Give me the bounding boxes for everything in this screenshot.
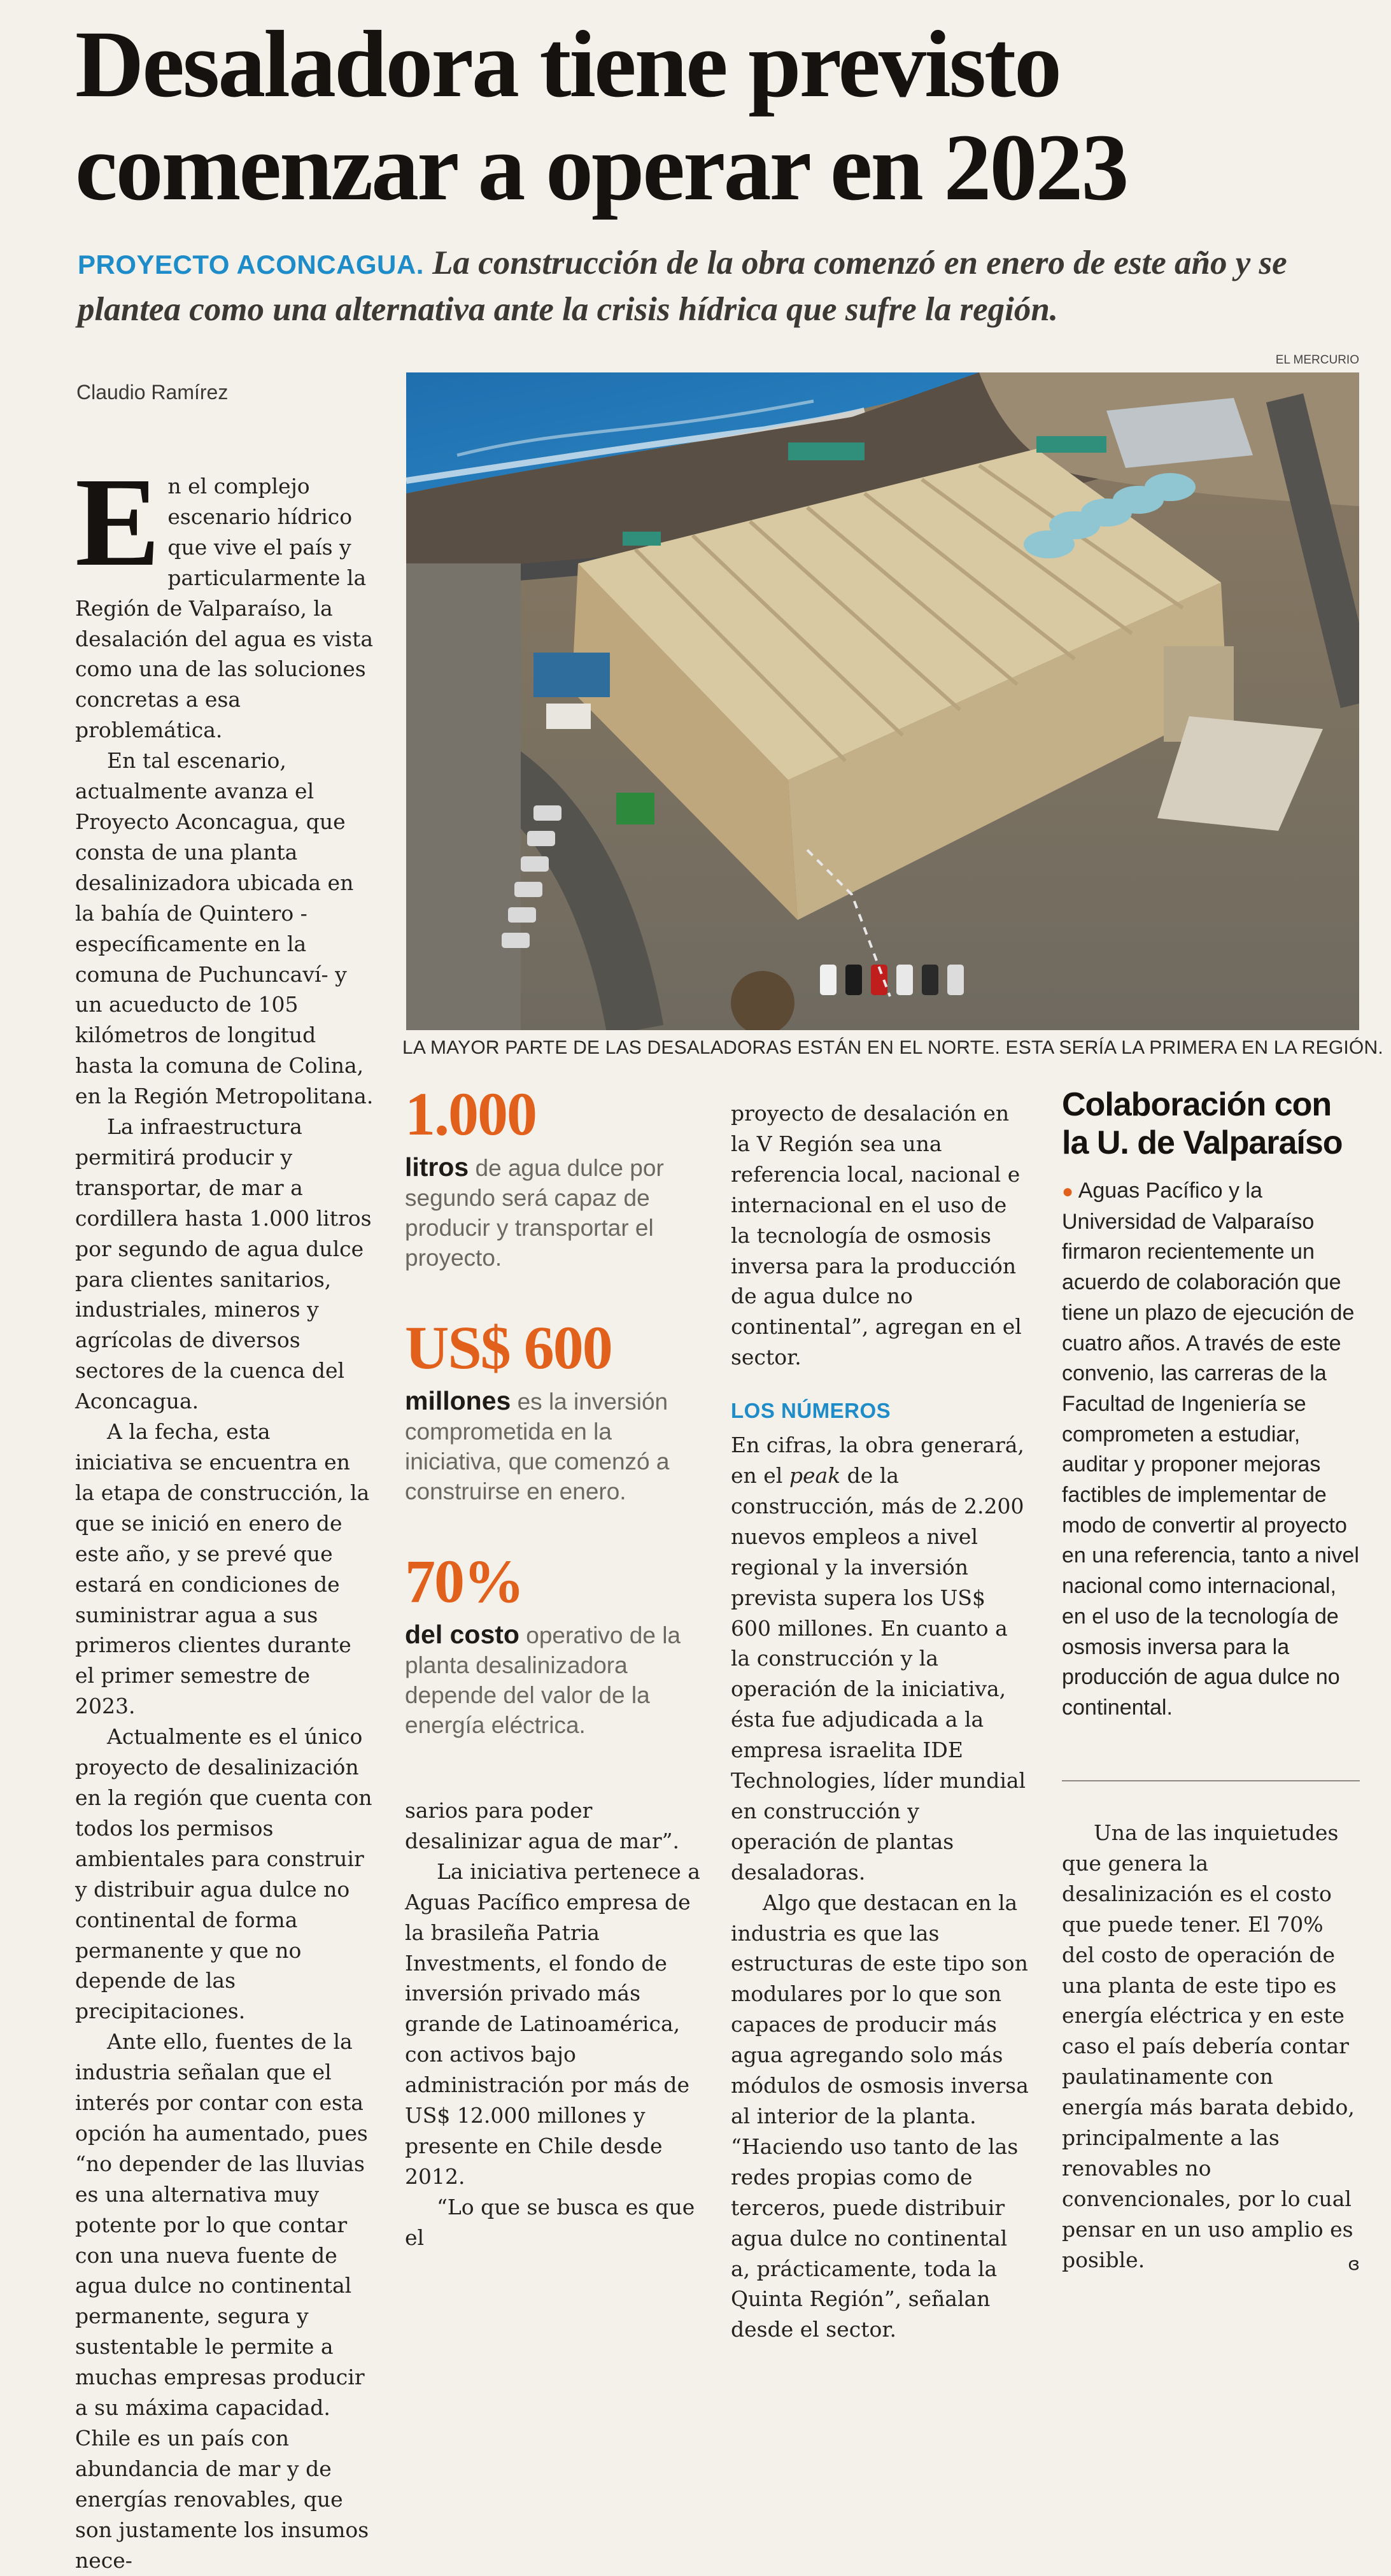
paragraph: proyecto de desalación en la V Región sea una referencia local, nacional e internacional en el uso de la tecnología de osmosis inversa para la producción de agua dulce no continental”, agregan en el sector. [731, 1101, 1022, 1370]
paragraph-text: Una de las inquietudes que genera la desalinización es el costo que puede tener. El 70% del costo de operación de una planta de este tipo es energía eléctrica y en este caso el país debería contar paulatinamente con energía más barata debido, principalmente a las renovables no convencionales, por lo cual pensar en un uso amplio es posible. [1062, 1820, 1355, 2272]
photo-caption: LA MAYOR PARTE DE LAS DESALADORAS ESTÁN EN EL NORTE. ESTA SERÍA LA PRIMERA EN LA REGIÓN. [402, 1037, 1383, 1058]
paragraph-3: La infraestructura permitirá producir y transportar, de mar a cordillera hasta 1.000 litros por segundo de agua dulce para clientes sanitarios, industriales, mineros y agrícolas de diversos sectores de la cuenca del Aconcagua. [75, 1114, 372, 1414]
article-column-1 [75, 452, 374, 2576]
article-column-4 [1062, 1818, 1360, 2279]
stat-text: de agua dulce por segundo será capaz de producir y transportar el proyecto. [405, 1155, 664, 1271]
subhead [78, 241, 1357, 332]
sidebar-text [1062, 1176, 1360, 1723]
stats-box [405, 1082, 698, 1740]
subhead-kicker: PROYECTO ACONCAGUA. [78, 250, 424, 280]
end-mark-icon: ɞ [1348, 2253, 1360, 2274]
stat-text: es la inversión comprometida en la iniciativa, que comenzó a construirse en enero. [405, 1389, 670, 1504]
sidebar-box [1062, 1086, 1360, 1723]
text-run: En cifras, la obra generará, en el [731, 1433, 1024, 1488]
desalination-plant-illustration [406, 372, 1359, 1030]
paragraph [731, 1430, 1031, 1888]
drop-cap: E [75, 452, 160, 593]
stat-bold: litros [405, 1152, 469, 1182]
bullet-icon: ● [1062, 1181, 1074, 1202]
paragraph-1 [75, 452, 374, 746]
paragraph: “Lo que se busca es que el [405, 2194, 695, 2250]
paragraph [1062, 1818, 1360, 2275]
headline-line-1: Desaladora tiene previsto [75, 11, 1061, 117]
divider [1062, 1780, 1360, 1781]
stat-bold: millones [405, 1386, 511, 1415]
sidebar-title-line-1: Colaboración con [1062, 1086, 1332, 1123]
byline: Claudio Ramírez [76, 381, 229, 404]
paragraph-4: A la fecha, esta iniciativa se encuentra en la etapa de construcción, la que se inició en enero de este año, y se prevé que estará en condiciones de suministrar agua a sus primeros clientes durante el primer semestre de 2023. [75, 1419, 370, 1719]
sidebar-title [1062, 1086, 1360, 1162]
paragraph-5: Actualmente es el único proyecto de desalinización en la región que cuenta con todos los permisos ambientales para construir y distribuir agua dulce no continental de forma permanente y que no depende de las precipitaciones. [75, 1724, 372, 2024]
stat-number: 1.000 [405, 1080, 536, 1148]
stat-item [405, 1313, 698, 1506]
paragraph: La iniciativa pertenece a Aguas Pacífico empresa de la brasileña Patria Investments, el fondo de inversión privado más grande de Latinoamérica, con activos bajo administración por más de US$ 12.000 millones y presente en Chile desde 2012. [405, 1858, 700, 2189]
headline-line-2: comenzar a operar en 2023 [75, 115, 1127, 220]
stat-description [405, 1620, 698, 1740]
paragraph-6: Ante ello, fuentes de la industria señalan que el interés por contar con esta opción ha aumentado, pues “no depender de las lluvias es una alternativa muy potente por lo que contar con una nueva fuente de agua dulce no continental permanente, segura y sustentable le permite a muchas empresas producir a su máxima capacidad. Chile es un país con abundancia de mar y de energías renovables, que son justamente los insumos nece- [75, 2029, 369, 2573]
paragraph-2: En tal escenario, actualmente avanza el Proyecto Aconcagua, que consta de una planta desalinizadora ubicada en la bahía de Quintero -específicamente en la comuna de Puchuncaví- y un acueducto de 105 kilómetros de longitud hasta la comuna de Colina, en la Región Metropolitana. [75, 748, 374, 1109]
article-column-3 [731, 1098, 1031, 2345]
stat-item [405, 1547, 698, 1740]
stat-description [405, 1152, 698, 1273]
sidebar-body: Aguas Pacífico y la Universidad de Valparaíso firmaron recientemente un acuerdo de colaboración que tiene un plazo de ejecución de cuatro años. A través de este convenio, las carreras de la Facultad de Ingeniería se comprometen a estudiar, auditar y proponer mejoras factibles de implementar de modo de convertir al proyecto en una referencia, tanto a nivel nacional como internacional, en el uso de la tecnología de osmosis inversa para la producción de agua dulce no continental. [1062, 1178, 1359, 1720]
text-run: de la construcción, más de 2.200 nuevos empleos a nivel regional y la inversión prevista supera los US$ 600 millones. En cuanto a la construcción y la operación de la iniciativa, ésta fue adjudicada a la empresa israelita IDE Technologies, líder mundial en construcción y operación de plantas desaladoras. [731, 1462, 1026, 1885]
stat-text: operativo de la planta desalinizadora depende del valor de la energía eléctrica. [405, 1622, 681, 1738]
headline [75, 13, 1361, 219]
aerial-photo [406, 372, 1359, 1030]
stat-description [405, 1386, 698, 1506]
section-label: LOS NÚMEROS [731, 1399, 891, 1423]
subhead-text: La construcción de la obra comenzó en enero de este año y se plantea como una alternativa ante la crisis hídrica que sufre la región. [78, 244, 1287, 328]
paragraph-1-text: n el complejo escenario hídrico que vive el país y particularmente la Región de Valparaíso, la desalación del agua es vista como una de las soluciones concretas a esa problemática. [75, 474, 374, 743]
stat-number: US$ 600 [405, 1313, 612, 1382]
stat-item [405, 1082, 698, 1273]
italic-run: peak [789, 1462, 841, 1488]
sidebar-title-line-2: la U. de Valparaíso [1062, 1124, 1343, 1161]
stat-number: 70% [405, 1547, 523, 1615]
paragraph: sarios para poder desalinizar agua de mar”. [405, 1798, 679, 1853]
article-column-2 [405, 1795, 705, 2253]
stat-bold: del costo [405, 1620, 519, 1649]
paragraph: Algo que destacan en la industria es que las estructuras de este tipo son modulares por lo que son capaces de producir más agua agregando solo más módulos de osmosis inversa al interior de la planta. “Haciendo uso tanto de las redes propias como de terceros, puede distribuir agua dulce no continental a, prácticamente, toda la Quinta Región”, señalan desde el sector. [731, 1890, 1029, 2342]
photo-credit: EL MERCURIO [1275, 353, 1359, 367]
